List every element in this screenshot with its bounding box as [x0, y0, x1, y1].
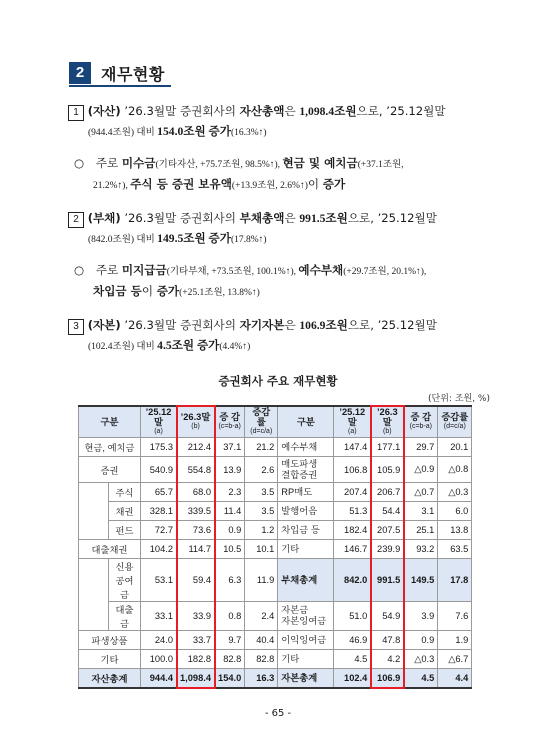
cell-c: 13.9: [215, 457, 245, 483]
cell-d: 11.9: [245, 559, 278, 602]
row-label: 증권: [79, 457, 141, 483]
cell-b: 68.0: [177, 483, 215, 502]
cell-right-d: △0.3: [438, 483, 472, 502]
cell-right-a: 182.4: [334, 521, 371, 540]
cell-a: 33.1: [141, 602, 177, 631]
cell-d: 1.2: [245, 521, 278, 540]
row-label: 대출금: [109, 602, 141, 631]
bullet: ○: [74, 263, 85, 277]
cell-c: 37.1: [215, 438, 245, 457]
cell-right-b: 105.9: [371, 457, 404, 483]
cell-c: 0.9: [215, 521, 245, 540]
cell-a: 328.1: [141, 502, 177, 521]
cell-right-d: 20.1: [438, 438, 472, 457]
cell-d: 2.6: [245, 457, 278, 483]
cell-a: 53.1: [141, 559, 177, 602]
highlight-current-right: [370, 405, 405, 689]
indent-cell: [79, 502, 109, 521]
cell-right-a: 102.4: [334, 669, 371, 689]
cell-a: 100.0: [141, 650, 177, 669]
header-curr: ’26.3말 (b): [177, 406, 215, 438]
table-row: [79, 650, 472, 669]
assets-paragraph: 1 (자산) ’26.3월말 증권회사의 자산총액은 1,098.4조원으로, ’25.12월말: [68, 102, 446, 121]
cell-b: 182.8: [177, 650, 215, 669]
row-label: 주식: [109, 483, 141, 502]
cell-d: 16.3: [245, 669, 278, 689]
cell-right-a: 106.8: [334, 457, 371, 483]
cell-right-b: 47.8: [371, 631, 404, 650]
cell-c: 9.7: [215, 631, 245, 650]
cell-a: 540.9: [141, 457, 177, 483]
highlight-current-left: [176, 405, 216, 689]
cell-b: 339.5: [177, 502, 215, 521]
header-prev-right: ’25.12말 (a): [334, 406, 371, 438]
cell-right-d: 1.9: [438, 631, 472, 650]
cell-right-a: 46.9: [334, 631, 371, 650]
header-category-right: 구분: [278, 406, 334, 438]
liabilities-detail: ○ 주로 미지급금(기타부채, +73.5조원, 100.1%↑), 예수부채(+29.7조원, 20.1%↑),: [74, 263, 427, 277]
row-label-right: 자본총계: [278, 669, 334, 689]
cell-right-b: 54.4: [371, 502, 404, 521]
cell-right-b: 991.5: [371, 559, 404, 602]
row-label: 신용공여금: [109, 559, 141, 602]
cell-right-d: △0.8: [438, 457, 472, 483]
assets-paragraph-line2: (944.4조원) 대비 154.0조원 증가(16.3%↑): [88, 125, 267, 138]
cell-d: 40.4: [245, 631, 278, 650]
cell-a: 24.0: [141, 631, 177, 650]
cell-right-a: 51.0: [334, 602, 371, 631]
cell-d: 82.8: [245, 650, 278, 669]
cell-right-d: 4.4: [438, 669, 472, 689]
cell-right-c: 4.5: [404, 669, 438, 689]
cell-right-c: △0.9: [404, 457, 438, 483]
cell-right-d: 63.5: [438, 540, 472, 559]
cell-b: 554.8: [177, 457, 215, 483]
row-label: 펀드: [109, 521, 141, 540]
section-header: [69, 60, 171, 86]
cell-right-c: 0.9: [404, 631, 438, 650]
cell-right-b: 54.9: [371, 602, 404, 631]
equity-paragraph: 3 (자본) ’26.3월말 증권회사의 자기자본은 106.9조원으로, ’25.12월말: [68, 316, 437, 335]
row-label-right: 이익잉여금: [278, 631, 334, 650]
cell-right-b: 239.9: [371, 540, 404, 559]
table-row: [79, 438, 472, 457]
row-label-right: 예수부채: [278, 438, 334, 457]
cell-b: 33.9: [177, 602, 215, 631]
assets-detail-line2: 21.2%↑), 주식 등 증권 보유액(+13.9조원, 2.6%↑)이 증가: [93, 177, 346, 191]
cell-c: 2.3: [215, 483, 245, 502]
cell-right-c: 149.5: [404, 559, 438, 602]
cell-right-b: 177.1: [371, 438, 404, 457]
liabilities-detail-line2: 차입금 등이 증가(+25.1조원, 13.8%↑): [93, 284, 260, 298]
cell-b: 114.7: [177, 540, 215, 559]
cell-d: 21.2: [245, 438, 278, 457]
cell-right-a: 4.5: [334, 650, 371, 669]
cell-right-b: 206.7: [371, 483, 404, 502]
header-diff: 증 감 (c=b-a): [215, 406, 245, 438]
header-prev: ’25.12말 (a): [141, 406, 177, 438]
cell-d: 2.4: [245, 602, 278, 631]
cell-b: 59.4: [177, 559, 215, 602]
section-title: 재무현황: [101, 65, 165, 84]
cell-b: 1,098.4: [177, 669, 215, 689]
row-label-right: 차입금 등: [278, 521, 334, 540]
row-label-right: 기타: [278, 650, 334, 669]
cell-right-c: △0.3: [404, 650, 438, 669]
table-title: 증권회사 주요 재무현황: [218, 374, 338, 388]
cell-c: 6.3: [215, 559, 245, 602]
table-row: [79, 502, 472, 521]
cell-right-a: 146.7: [334, 540, 371, 559]
row-label-right: 기타: [278, 540, 334, 559]
cell-right-d: 13.8: [438, 521, 472, 540]
cell-right-c: 93.2: [404, 540, 438, 559]
cell-a: 944.4: [141, 669, 177, 689]
cell-d: 10.1: [245, 540, 278, 559]
cell-right-b: 106.9: [371, 669, 404, 689]
table-row: [79, 521, 472, 540]
section-underline: [69, 85, 171, 87]
row-label: 기타: [79, 650, 141, 669]
table-row: [79, 602, 472, 631]
assets-detail: ○ 주로 미수금(기타자산, +75.7조원, 98.5%↑), 현금 및 예치금(+37.1조원,: [74, 156, 404, 170]
cell-right-d: 17.8: [438, 559, 472, 602]
table-row: [79, 483, 472, 502]
row-label-right: 매도파생 결합증권: [278, 457, 334, 483]
item-marker: 1: [68, 105, 84, 121]
indent-cell: [79, 521, 109, 540]
row-label-right: 부채총계: [278, 559, 334, 602]
cell-right-c: 29.7: [404, 438, 438, 457]
row-label-right: 자본금 자본잉여금: [278, 602, 334, 631]
cell-a: 65.7: [141, 483, 177, 502]
indent-cell: [79, 602, 109, 631]
bullet: ○: [74, 156, 85, 170]
liabilities-paragraph: 2 (부채) ’26.3월말 증권회사의 부채총액은 991.5조원으로, ’25.12월말: [68, 209, 437, 228]
cell-a: 72.7: [141, 521, 177, 540]
cell-a: 175.3: [141, 438, 177, 457]
item-marker: 2: [68, 212, 84, 228]
cell-right-c: 3.1: [404, 502, 438, 521]
cell-right-d: 6.0: [438, 502, 472, 521]
header-rate-right: 증감률 (d=c/a): [438, 406, 472, 438]
cell-right-c: 25.1: [404, 521, 438, 540]
cell-right-b: 207.5: [371, 521, 404, 540]
cell-c: 10.5: [215, 540, 245, 559]
row-label: 현금, 예치금: [79, 438, 141, 457]
cell-c: 0.8: [215, 602, 245, 631]
cell-d: 3.5: [245, 502, 278, 521]
table-total-row: [79, 669, 472, 689]
cell-right-d: 7.6: [438, 602, 472, 631]
header-diff-right: 증 감 (c=b-a): [404, 406, 438, 438]
table-header-row: [79, 406, 472, 438]
header-curr-right: ’26.3말 (b): [371, 406, 404, 438]
cell-b: 33.7: [177, 631, 215, 650]
cell-right-b: 4.2: [371, 650, 404, 669]
table-unit: (단위: 조원, %): [428, 394, 490, 404]
section-number: 2: [69, 62, 91, 84]
cell-right-c: 3.9: [404, 602, 438, 631]
table-row: [79, 457, 472, 483]
item-marker: 3: [68, 319, 84, 335]
cell-a: 104.2: [141, 540, 177, 559]
cell-c: 82.8: [215, 650, 245, 669]
cell-b: 212.4: [177, 438, 215, 457]
cell-right-d: △6.7: [438, 650, 472, 669]
row-label: 파생상품: [79, 631, 141, 650]
row-label: 채권: [109, 502, 141, 521]
liabilities-paragraph-line2: (842.0조원) 대비 149.5조원 증가(17.8%↑): [88, 232, 267, 245]
cell-c: 11.4: [215, 502, 245, 521]
page-number: - 65 -: [264, 708, 292, 719]
financial-table-wrapper: [78, 405, 472, 689]
table-row: [79, 540, 472, 559]
table-row: [79, 559, 472, 602]
cell-right-a: 147.4: [334, 438, 371, 457]
row-label: 대출채권: [79, 540, 141, 559]
cell-right-a: 207.4: [334, 483, 371, 502]
financial-table: [78, 405, 472, 689]
cell-right-c: △0.7: [404, 483, 438, 502]
row-label-right: RP매도: [278, 483, 334, 502]
indent-cell: [79, 559, 109, 602]
row-label: 자산총계: [79, 669, 141, 689]
indent-cell: [79, 483, 109, 502]
cell-c: 154.0: [215, 669, 245, 689]
cell-right-a: 51.3: [334, 502, 371, 521]
cell-b: 73.6: [177, 521, 215, 540]
cell-d: 3.5: [245, 483, 278, 502]
header-rate: 증감률 (d=c/a): [245, 406, 278, 438]
row-label-right: 발행어음: [278, 502, 334, 521]
table-row: [79, 631, 472, 650]
header-category: 구분: [79, 406, 141, 438]
cell-right-a: 842.0: [334, 559, 371, 602]
equity-paragraph-line2: (102.4조원) 대비 4.5조원 증가(4.4%↑): [88, 339, 251, 352]
